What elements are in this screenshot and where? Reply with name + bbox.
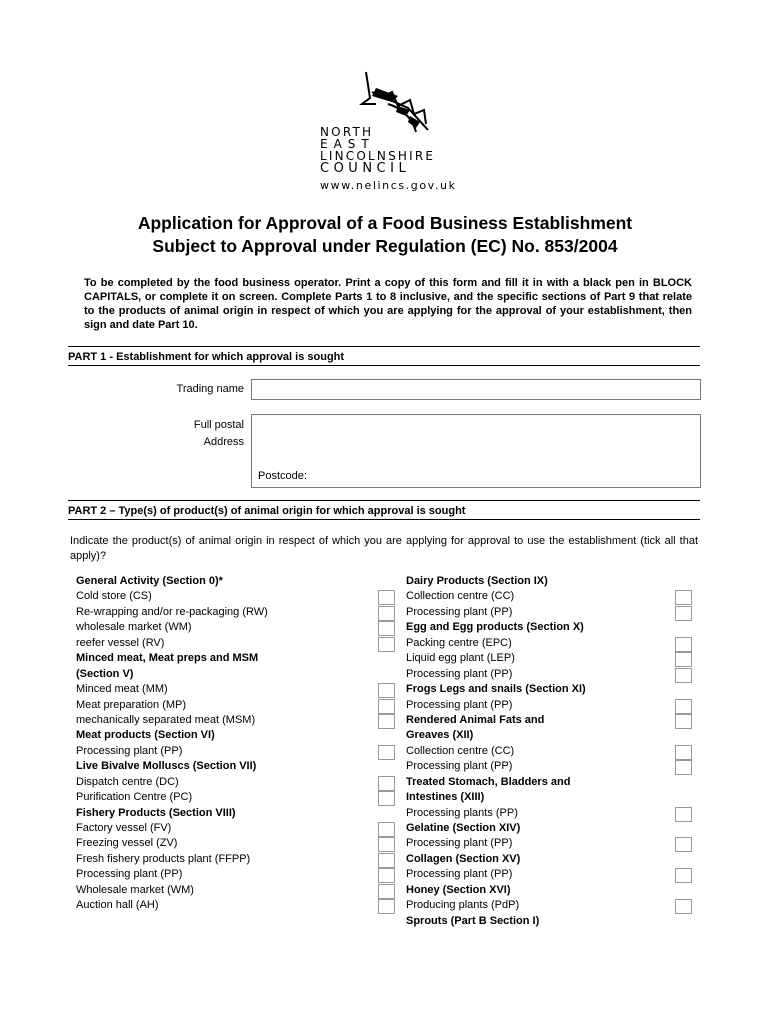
checkbox[interactable]	[378, 776, 395, 791]
checkbox[interactable]	[675, 745, 692, 760]
checkbox[interactable]	[378, 899, 395, 914]
list-item-label: Processing plant (PP)	[406, 605, 513, 618]
section-heading	[406, 852, 696, 867]
list-item-label: Rendered Animal Fats and	[406, 713, 545, 726]
list-item	[76, 852, 396, 867]
list-item	[406, 605, 696, 620]
list-item-label: Meat preparation (MP)	[76, 698, 187, 711]
checkbox[interactable]	[675, 837, 692, 852]
section-heading	[406, 775, 696, 790]
list-item-label: Minced meat (MM)	[76, 683, 168, 696]
list-item	[76, 620, 396, 635]
postcode-label: Postcode:	[258, 470, 307, 482]
checkbox[interactable]	[675, 699, 692, 714]
list-item-label: General Activity (Section 0)*	[76, 575, 223, 587]
list-item-label: Re-wrapping and/or re-packaging (RW)	[76, 605, 268, 618]
trading-name-label: Trading name	[176, 383, 244, 395]
list-item-label: Wholesale market (WM)	[76, 883, 194, 896]
checkbox[interactable]	[378, 621, 395, 636]
section-heading	[406, 883, 696, 898]
section-heading	[76, 728, 396, 743]
list-item	[76, 775, 396, 790]
list-item	[76, 790, 396, 805]
list-item-label: Processing plant (PP)	[406, 837, 513, 850]
checkbox[interactable]	[378, 745, 395, 760]
product-list-right	[406, 574, 696, 929]
list-item-label: Processing plant (PP)	[76, 744, 183, 757]
part2-heading: PART 2 – Type(s) of product(s) of animal origin for which approval is sought	[68, 500, 700, 520]
list-item-label: Purification Centre (PC)	[76, 791, 193, 804]
trading-name-field[interactable]	[251, 379, 701, 400]
section-heading	[406, 574, 696, 589]
address-label-line-1: Full postal	[193, 419, 244, 431]
checkbox[interactable]	[378, 590, 395, 605]
list-item	[76, 898, 396, 913]
checkbox[interactable]	[675, 868, 692, 883]
list-item	[406, 898, 696, 913]
list-item	[406, 667, 696, 682]
list-item	[406, 589, 696, 604]
list-item-label: Fresh fishery products plant (FFPP)	[76, 852, 251, 865]
checkbox[interactable]	[675, 807, 692, 822]
council-logo	[310, 70, 460, 196]
part1-heading: PART 1 - Establishment for which approval is sought	[68, 346, 700, 366]
part2-description: Indicate the product(s) of animal origin in respect of which you are applying for approval to use the establishment (tick all that apply)?	[70, 535, 698, 562]
list-item	[406, 806, 696, 821]
list-item-label: Gelatine (Section XIV)	[406, 822, 521, 834]
logo-text-north: NORTH	[320, 125, 374, 139]
list-item	[406, 867, 696, 882]
list-item	[76, 636, 396, 651]
logo-url: www.nelincs.gov.uk	[320, 179, 457, 192]
list-item-label: Egg and Egg products (Section X)	[406, 621, 584, 634]
checkbox[interactable]	[675, 652, 692, 667]
list-item-label: Producing plants (PdP)	[406, 899, 520, 912]
checkbox[interactable]	[378, 822, 395, 837]
checkbox[interactable]	[675, 899, 692, 914]
section-heading	[76, 806, 396, 821]
list-item-label: reefer vessel (RV)	[76, 636, 165, 649]
form-title	[0, 212, 770, 258]
section-heading	[406, 728, 696, 743]
form-title-line-1: Application for Approval of a Food Business Establishment	[137, 213, 633, 233]
form-title-line-2: Subject to Approval under Regulation (EC) No. 853/2004	[152, 236, 618, 256]
list-item	[406, 836, 696, 851]
list-item	[406, 759, 696, 774]
list-item-label: wholesale market (WM)	[76, 621, 192, 634]
list-item-label: Frogs Legs and snails (Section XI)	[406, 683, 586, 696]
checkbox[interactable]	[675, 714, 692, 729]
checkbox[interactable]	[675, 668, 692, 683]
section-heading	[406, 713, 696, 728]
list-item-label: Fishery Products (Section VIII)	[76, 806, 236, 819]
list-item	[406, 651, 696, 666]
checkbox[interactable]	[378, 853, 395, 868]
list-item-label: (Section V)	[76, 667, 134, 680]
list-item-label: Dispatch centre (DC)	[76, 775, 179, 788]
checkbox[interactable]	[378, 884, 395, 899]
checkbox[interactable]	[378, 699, 395, 714]
section-heading	[406, 682, 696, 697]
checkbox[interactable]	[378, 868, 395, 883]
checkbox[interactable]	[675, 637, 692, 652]
list-item	[406, 698, 696, 713]
section-heading	[76, 651, 396, 666]
list-item-label: Processing plant (PP)	[76, 868, 183, 881]
list-item	[76, 821, 396, 836]
list-item-label: Treated Stomach, Bladders and	[406, 775, 571, 788]
list-item-label: Processing plant (PP)	[406, 760, 513, 773]
list-item	[406, 744, 696, 759]
list-item	[76, 713, 396, 728]
list-item-label: Collagen (Section XV)	[406, 852, 521, 865]
section-heading	[406, 790, 696, 805]
checkbox[interactable]	[378, 683, 395, 698]
list-item-label: Auction hall (AH)	[76, 899, 159, 912]
checkbox[interactable]	[378, 837, 395, 852]
section-heading	[76, 574, 396, 589]
list-item	[76, 744, 396, 759]
list-item-label: Greaves (XII)	[406, 729, 474, 742]
list-item-label: Cold store (CS)	[76, 590, 152, 603]
list-item	[76, 605, 396, 620]
intro-instructions: To be completed by the food business operator. Print a copy of this form and fill it in with a black pen in BLOCK CAPITALS, or complete it on screen. Complete Parts 1 to 8 inclusive, and the specific sections of Part 9 that relate to the products of animal origin in respect of which you are applying for the approval of your establishment, then sign and date Part 10.	[84, 277, 692, 331]
checkbox[interactable]	[378, 791, 395, 806]
list-item-label: Packing centre (EPC)	[406, 636, 512, 649]
logo-text-lincolnshire: LINCOLNSHIRE	[320, 149, 436, 163]
section-heading	[406, 821, 696, 836]
checkbox[interactable]	[378, 637, 395, 652]
section-heading	[76, 667, 396, 682]
list-item	[76, 883, 396, 898]
list-item-label: Dairy Products (Section IX)	[406, 575, 548, 587]
list-item	[76, 698, 396, 713]
list-item-label: Processing plant (PP)	[406, 868, 513, 881]
address-field[interactable]	[251, 414, 701, 488]
list-item-label: Sprouts (Part B Section I)	[406, 914, 540, 927]
checkbox[interactable]	[675, 760, 692, 775]
list-item-label: Processing plant (PP)	[406, 667, 513, 680]
product-list-left	[76, 574, 396, 914]
list-item-label: Collection centre (CC)	[406, 744, 515, 757]
list-item-label: Collection centre (CC)	[406, 590, 515, 603]
checkbox[interactable]	[378, 714, 395, 729]
list-item-label: Freezing vessel (ZV)	[76, 837, 178, 850]
list-item-label: Minced meat, Meat preps and MSM	[76, 652, 259, 665]
list-item-label: Factory vessel (FV)	[76, 822, 172, 834]
list-item	[76, 867, 396, 882]
address-label-line-2: Address	[203, 436, 244, 448]
list-item	[76, 589, 396, 604]
list-item-label: Processing plant (PP)	[406, 698, 513, 711]
list-item-label: mechanically separated meat (MSM)	[76, 713, 256, 726]
list-item-label: Intestines (XIII)	[406, 791, 485, 804]
section-heading	[76, 759, 396, 774]
section-heading	[406, 914, 696, 929]
list-item	[76, 682, 396, 697]
list-item-label: Live Bivalve Molluscs (Section VII)	[76, 760, 257, 773]
list-item-label: Meat products (Section VI)	[76, 729, 215, 742]
logo-text-east: EAST	[320, 137, 375, 151]
checkbox[interactable]	[675, 606, 692, 621]
list-item	[76, 836, 396, 851]
logo-text-council: COUNCIL	[320, 161, 411, 176]
checkbox[interactable]	[378, 606, 395, 621]
list-item-label: Liquid egg plant (LEP)	[406, 652, 515, 665]
section-heading	[406, 620, 696, 635]
checkbox[interactable]	[675, 590, 692, 605]
list-item	[406, 636, 696, 651]
list-item-label: Honey (Section XVI)	[406, 883, 511, 896]
list-item-label: Processing plants (PP)	[406, 806, 518, 819]
